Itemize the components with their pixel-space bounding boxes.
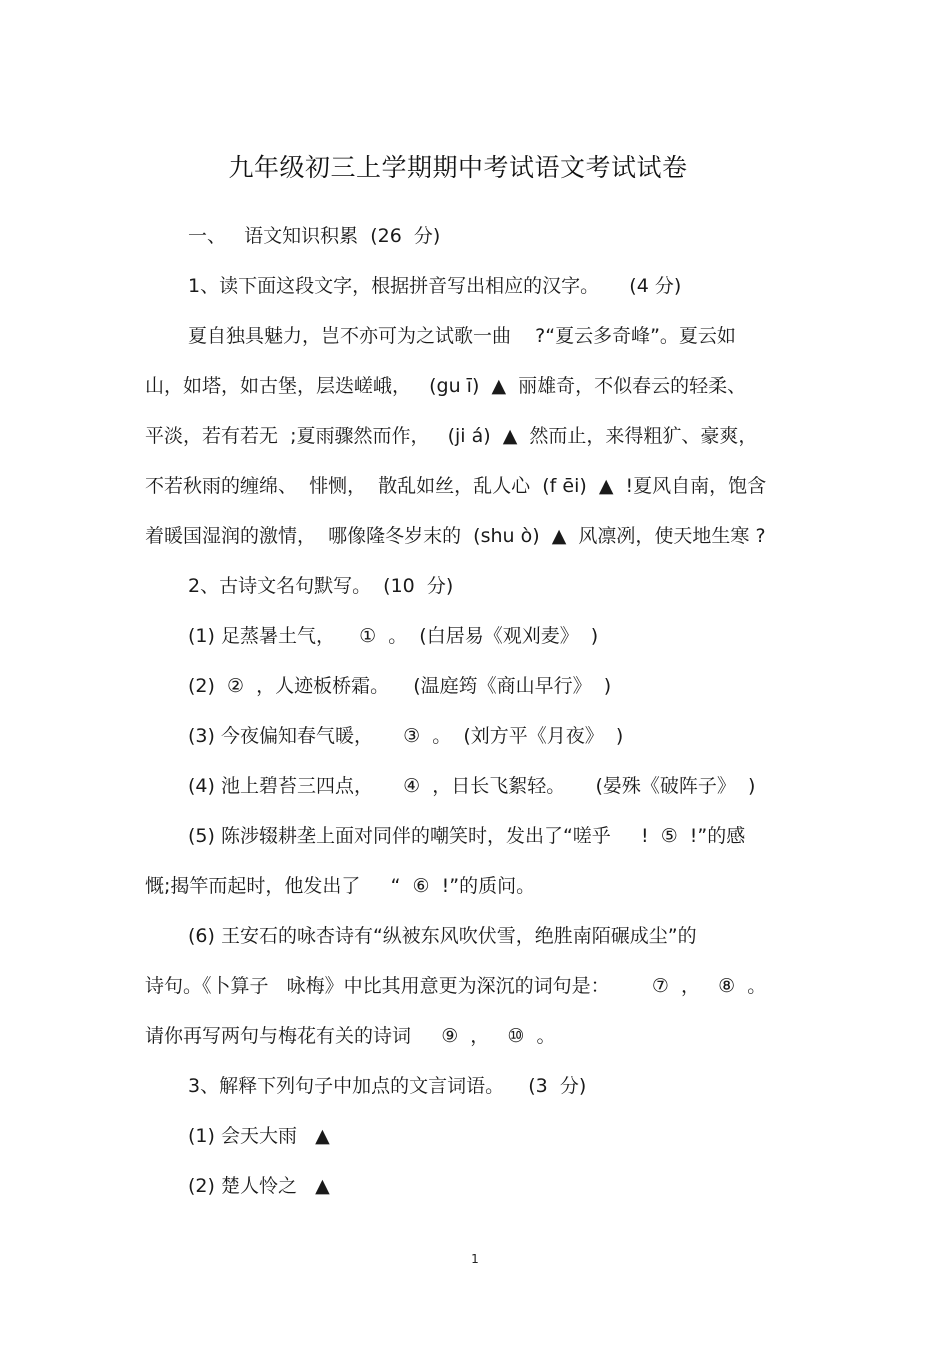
question-3: 3、解释下列句子中加点的文言词语。 (3 分) [188, 1075, 587, 1097]
sub-question-cont: 诗句。《卜算子 咏梅》中比其用意更为深沉的词句是： ⑦ ， ⑧ 。 [145, 975, 767, 997]
sub-question-cont: 请你再写两句与梅花有关的诗词 ⑨ ， ⑩ 。 [145, 1025, 556, 1047]
section-heading: 一、 语文知识积累 (26 分) [188, 225, 441, 247]
sub-question: (4) 池上碧苔三四点， ④ ，日长飞絮轻。 (晏殊《破阵子》 ) [188, 775, 756, 797]
sub-question: (1) 足蒸暑土气， ① 。 (白居易《观刈麦》 ) [188, 625, 599, 647]
sub-question: (1) 会天大雨 ▲ [188, 1125, 330, 1147]
sub-question: (2) ② ，人迹板桥霜。 (温庭筠《商山早行》 ) [188, 675, 612, 697]
page-number: 1 [471, 1252, 479, 1266]
paragraph-line: 着暖国湿润的激情， 哪像隆冬岁末的 (shu ò) ▲ 风凛冽，使天地生寒 ? [145, 525, 766, 547]
paragraph-line: 夏自独具魅力，岂不亦可为之试歌一曲 ?“夏云多奇峰”。夏云如 [188, 325, 736, 347]
page-title: 九年级初三上学期期中考试语文考试试卷 [228, 153, 688, 182]
sub-question: (2) 楚人怜之 ▲ [188, 1175, 330, 1197]
question-2: 2、古诗文名句默写。 (10 分) [188, 575, 454, 597]
paragraph-line: 不若秋雨的缠绵、 悱恻， 散乱如丝，乱人心 (f ēi) ▲ !夏风自南，饱含 [145, 475, 767, 497]
question-1: 1、读下面这段文字，根据拼音写出相应的汉字。 (4 分) [188, 275, 682, 297]
sub-question: (3) 今夜偏知春气暖， ③ 。 (刘方平《月夜》 ) [188, 725, 624, 747]
sub-question: (5) 陈涉辍耕垄上面对同伴的嘲笑时，发出了“嗟乎 ! ⑤ !”的感 [188, 825, 746, 847]
sub-question: (6) 王安石的咏杏诗有“纵被东风吹伏雪，绝胜南陌碾成尘”的 [188, 925, 697, 947]
sub-question-cont: 慨;揭竿而起时，他发出了 “ ⑥ !”的质问。 [145, 875, 536, 897]
paragraph-line: 山，如塔，如古堡，层迭嵯峨， (gu ī) ▲ 丽雄奇，不似春云的轻柔、 [145, 375, 747, 397]
paragraph-line: 平淡，若有若无 ;夏雨骤然而作， (ji á) ▲ 然而止，来得粗犷、豪爽， [145, 425, 758, 447]
